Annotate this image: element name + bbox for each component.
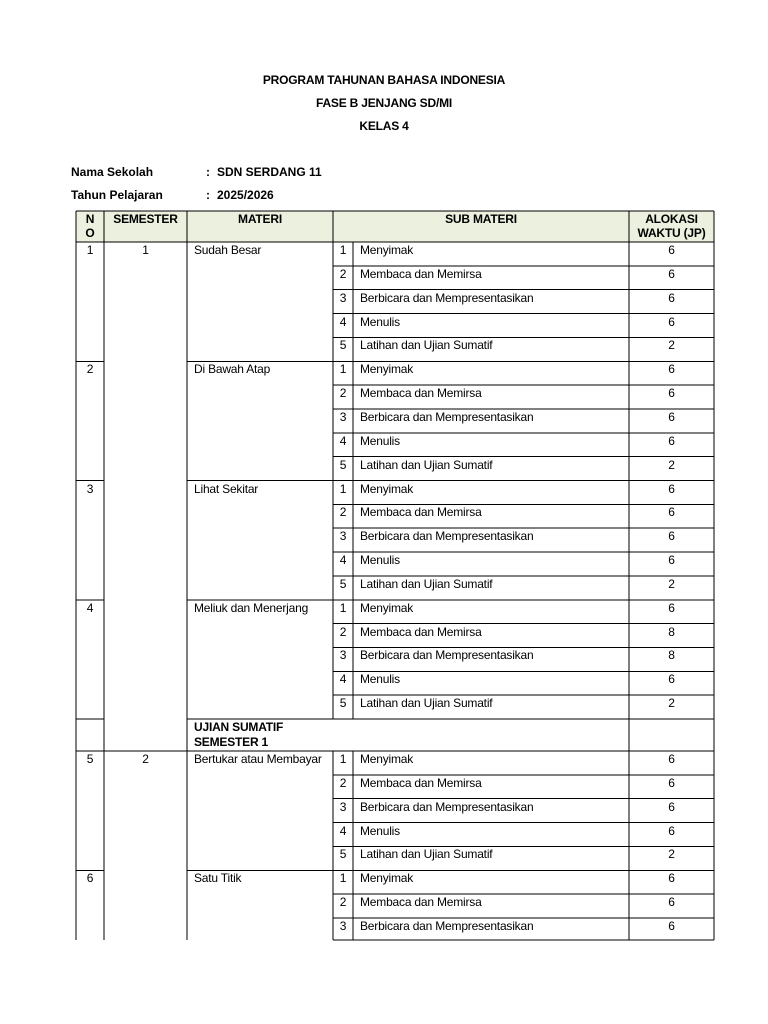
alokasi-value: 6 [668,799,675,814]
header-alokasi: ALOKASI WAKTU (JP) [637,212,706,240]
row-number: 1 [86,243,94,257]
materi-name: Di Bawah Atap [194,362,271,377]
alokasi-value: 6 [668,600,675,615]
sub-number: 2 [339,624,347,639]
sub-number: 4 [339,553,347,568]
alokasi-value: 6 [668,529,675,544]
sub-number: 1 [339,752,347,766]
sub-number: 2 [339,266,347,281]
sub-number: 2 [339,386,347,401]
sub-materi-text: Menyimak [360,752,414,766]
document-class: KELAS 4 [359,119,409,133]
alokasi-value: 8 [668,648,675,663]
sub-number: 3 [339,648,347,663]
school-value: SDN SERDANG 11 [217,165,322,179]
sub-number: 1 [339,243,347,257]
sub-materi-text: Latihan dan Ujian Sumatif [360,457,493,472]
sub-materi-text: Menulis [360,314,400,329]
sub-number: 4 [339,823,347,838]
sub-materi-text: Menyimak [360,243,414,257]
alokasi-value: 6 [668,362,675,377]
alokasi-value: 6 [668,243,675,257]
alokasi-value: 6 [668,386,675,401]
sub-materi-text: Latihan dan Ujian Sumatif [360,576,493,591]
semester-number: 2 [142,752,149,766]
sub-number: 4 [339,314,347,329]
sub-number: 2 [339,895,347,910]
sub-number: 3 [339,529,347,544]
alokasi-value: 6 [668,775,675,790]
sub-materi-text: Berbicara dan Mempresentasikan [360,409,534,424]
sub-number: 4 [339,433,347,448]
alokasi-value: 2 [668,847,675,862]
sub-materi-text: Menyimak [360,871,414,886]
school-colon: : [206,165,210,179]
alokasi-value: 6 [668,895,675,910]
sub-number: 5 [339,576,347,591]
alokasi-value: 6 [668,918,675,933]
alokasi-value: 6 [668,553,675,568]
year-colon: : [206,188,210,202]
sub-number: 3 [339,290,347,305]
materi-name: Sudah Besar [194,243,262,257]
sub-number: 2 [339,775,347,790]
alokasi-value: 6 [668,481,675,496]
alokasi-value: 6 [668,266,675,281]
alokasi-value: 2 [668,338,675,353]
document-phase: FASE B JENJANG SD/MI [315,96,453,110]
sub-materi-text: Membaca dan Memirsa [360,266,482,281]
row-number: 2 [86,362,94,377]
sub-number: 1 [339,481,347,496]
sub-number: 5 [339,338,347,353]
sub-number: 5 [339,847,347,862]
alokasi-value: 6 [668,409,675,424]
header-semester: SEMESTER [113,212,178,226]
ujian-sumatif-label: UJIAN SUMATIF SEMESTER 1 [194,720,284,749]
sub-materi-text: Berbicara dan Mempresentasikan [360,529,534,544]
alokasi-value: 8 [668,624,675,639]
alokasi-value: 6 [668,314,675,329]
sub-materi-text: Berbicara dan Mempresentasikan [360,290,534,305]
sub-materi-text: Berbicara dan Mempresentasikan [360,918,534,933]
alokasi-value: 6 [668,823,675,838]
sub-materi-text: Membaca dan Memirsa [360,386,482,401]
alokasi-value: 6 [668,672,675,687]
row-number: 5 [86,752,94,766]
sub-materi-text: Berbicara dan Mempresentasikan [360,799,534,814]
sub-materi-text: Menyimak [360,362,414,377]
sub-materi-text: Menulis [360,553,400,568]
sub-materi-text: Menulis [360,672,400,687]
row-number: 3 [86,481,94,496]
alokasi-value: 2 [668,576,675,591]
document-title: PROGRAM TAHUNAN BAHASA INDONESIA [262,73,506,87]
sub-materi-text: Membaca dan Memirsa [360,775,482,790]
alokasi-value: 6 [668,752,675,766]
sub-number: 1 [339,600,347,615]
sub-materi-text: Membaca dan Memirsa [360,505,482,520]
year-label: Tahun Pelajaran [71,188,163,202]
sub-number: 3 [339,799,347,814]
sub-materi-text: Membaca dan Memirsa [360,895,482,910]
alokasi-value: 6 [668,505,675,520]
sub-number: 5 [339,696,347,711]
alokasi-value: 6 [668,290,675,305]
sub-materi-text: Menyimak [360,600,414,615]
alokasi-value: 2 [668,696,675,711]
row-number: 4 [86,600,94,615]
alokasi-value: 6 [668,433,675,448]
sub-number: 1 [339,362,347,377]
sub-materi-text: Latihan dan Ujian Sumatif [360,696,493,711]
row-number: 6 [86,871,94,886]
sub-materi-text: Menulis [360,433,400,448]
sub-materi-text: Latihan dan Ujian Sumatif [360,847,493,862]
alokasi-value: 6 [668,871,675,886]
sub-materi-text: Menyimak [360,481,414,496]
sub-number: 5 [339,457,347,472]
sub-materi-text: Menulis [360,823,400,838]
header-sub-materi: SUB MATERI [445,212,517,226]
sub-materi-text: Membaca dan Memirsa [360,624,482,639]
header-no: N O [85,212,95,240]
sub-number: 4 [339,672,347,687]
alokasi-value: 2 [668,457,675,472]
sub-number: 2 [339,505,347,520]
materi-name: Satu Titik [194,871,242,886]
sub-number: 3 [339,409,347,424]
materi-name: Meliuk dan Menerjang [194,600,309,615]
sub-number: 1 [339,871,347,886]
semester-number: 1 [142,243,149,257]
sub-number: 3 [339,918,347,933]
sub-materi-text: Latihan dan Ujian Sumatif [360,338,493,353]
school-label: Nama Sekolah [71,165,154,179]
header-materi: MATERI [238,212,282,226]
year-value: 2025/2026 [217,188,274,202]
materi-name: Bertukar atau Membayar [194,752,322,766]
materi-name: Lihat Sekitar [194,481,259,496]
sub-materi-text: Berbicara dan Mempresentasikan [360,648,534,663]
